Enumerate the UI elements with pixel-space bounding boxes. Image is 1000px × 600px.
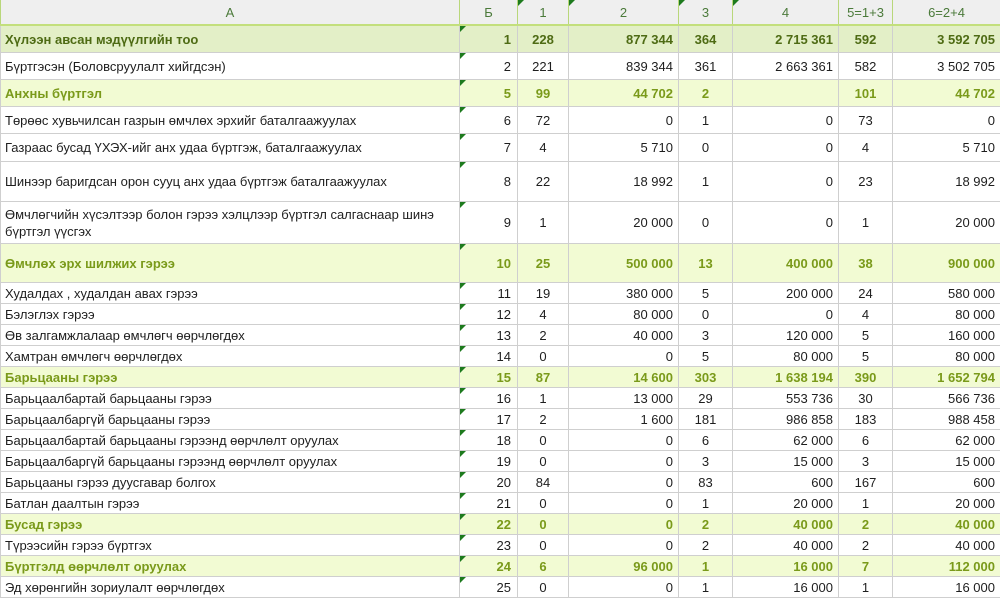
table-row <box>1 283 1000 304</box>
cell-col-2[interactable]: 20 000 <box>569 202 679 244</box>
cell-col-5[interactable]: 24 <box>839 283 893 304</box>
cell-col-1[interactable]: 1 <box>518 388 569 409</box>
cell-col-1[interactable]: 4 <box>518 134 569 162</box>
cell-col-4[interactable]: 986 858 <box>733 409 839 430</box>
cell-col-6[interactable]: 988 458 <box>893 409 1000 430</box>
cell-col-6[interactable]: 40 000 <box>893 514 1000 535</box>
cell-col-5[interactable]: 4 <box>839 134 893 162</box>
cell-col-1[interactable]: 19 <box>518 283 569 304</box>
cell-col-4[interactable]: 16 000 <box>733 577 839 598</box>
column-header-1[interactable]: 1 <box>518 0 569 25</box>
cell-col-1[interactable]: 84 <box>518 472 569 493</box>
cell-col-5[interactable]: 183 <box>839 409 893 430</box>
row-code[interactable]: 20 <box>460 472 518 493</box>
cell-col-5[interactable]: 1 <box>839 577 893 598</box>
table-row <box>1 53 1000 80</box>
cell-col-3[interactable]: 364 <box>679 25 733 53</box>
cell-col-5[interactable]: 1 <box>839 202 893 244</box>
row-code[interactable]: 21 <box>460 493 518 514</box>
cell-col-1[interactable]: 99 <box>518 80 569 107</box>
cell-col-6[interactable]: 40 000 <box>893 535 1000 556</box>
cell-col-4[interactable]: 600 <box>733 472 839 493</box>
table-row-group <box>1 80 1000 107</box>
row-label[interactable]: Барьцааны гэрээ <box>1 367 460 388</box>
row-label[interactable]: Батлан даалтын гэрээ <box>1 493 460 514</box>
cell-col-4[interactable]: 1 638 194 <box>733 367 839 388</box>
row-code[interactable]: 5 <box>460 80 518 107</box>
cell-col-4[interactable]: 0 <box>733 304 839 325</box>
row-code[interactable]: 7 <box>460 134 518 162</box>
cell-col-5[interactable]: 6 <box>839 430 893 451</box>
row-code[interactable]: 15 <box>460 367 518 388</box>
row-label[interactable]: Бүртгэсэн (Боловсруулалт хийгдсэн) <box>1 53 460 80</box>
cell-col-6[interactable]: 20 000 <box>893 493 1000 514</box>
cell-col-1[interactable]: 6 <box>518 556 569 577</box>
cell-col-4[interactable]: 400 000 <box>733 244 839 283</box>
cell-col-2[interactable]: 18 992 <box>569 162 679 202</box>
cell-col-2[interactable]: 0 <box>569 493 679 514</box>
table-row <box>1 107 1000 134</box>
cell-col-1[interactable]: 221 <box>518 53 569 80</box>
cell-col-3[interactable]: 5 <box>679 346 733 367</box>
cell-col-3[interactable]: 3 <box>679 451 733 472</box>
row-label[interactable]: Барьцаалбаргүй барьцааны гэрээнд өөрчлөлт оруулах <box>1 451 460 472</box>
cell-col-6[interactable]: 80 000 <box>893 346 1000 367</box>
cell-col-6[interactable]: 18 992 <box>893 162 1000 202</box>
cell-col-6[interactable]: 580 000 <box>893 283 1000 304</box>
cell-col-6[interactable]: 566 736 <box>893 388 1000 409</box>
cell-col-3[interactable]: 1 <box>679 107 733 134</box>
cell-col-4[interactable]: 2 663 361 <box>733 53 839 80</box>
row-code[interactable]: 24 <box>460 556 518 577</box>
table-row <box>1 535 1000 556</box>
cell-col-6[interactable]: 900 000 <box>893 244 1000 283</box>
row-label[interactable]: Бэлэглэх гэрээ <box>1 304 460 325</box>
cell-col-2[interactable]: 40 000 <box>569 325 679 346</box>
row-code[interactable]: 19 <box>460 451 518 472</box>
row-label[interactable]: Өв залгамжлалаар өмчлөгч өөрчлөгдөх <box>1 325 460 346</box>
cell-col-4[interactable]: 0 <box>733 107 839 134</box>
cell-col-1[interactable]: 2 <box>518 325 569 346</box>
cell-col-5[interactable]: 1 <box>839 493 893 514</box>
cell-col-3[interactable]: 2 <box>679 535 733 556</box>
cell-col-5[interactable]: 73 <box>839 107 893 134</box>
cell-col-3[interactable]: 83 <box>679 472 733 493</box>
cell-col-2[interactable]: 380 000 <box>569 283 679 304</box>
row-label[interactable]: Хамтран өмчлөгч өөрчлөгдөх <box>1 346 460 367</box>
cell-col-4[interactable]: 16 000 <box>733 556 839 577</box>
row-label[interactable]: Төрөөс хувьчилсан газрын өмчлөх эрхийг баталгаажуулах <box>1 107 460 134</box>
table-row <box>1 472 1000 493</box>
cell-col-2[interactable]: 877 344 <box>569 25 679 53</box>
cell-col-2[interactable]: 80 000 <box>569 304 679 325</box>
cell-col-3[interactable]: 0 <box>679 134 733 162</box>
cell-col-6[interactable]: 600 <box>893 472 1000 493</box>
cell-col-4[interactable]: 2 715 361 <box>733 25 839 53</box>
cell-col-3[interactable]: 1 <box>679 577 733 598</box>
cell-col-2[interactable]: 13 000 <box>569 388 679 409</box>
table-row-group <box>1 514 1000 535</box>
cell-col-2[interactable]: 0 <box>569 472 679 493</box>
cell-col-1[interactable]: 22 <box>518 162 569 202</box>
cell-col-1[interactable]: 72 <box>518 107 569 134</box>
cell-col-2[interactable]: 96 000 <box>569 556 679 577</box>
table-row <box>1 134 1000 162</box>
column-header-3[interactable]: 3 <box>679 0 733 25</box>
cell-col-5[interactable]: 38 <box>839 244 893 283</box>
cell-col-5[interactable]: 592 <box>839 25 893 53</box>
table-row <box>1 430 1000 451</box>
cell-col-3[interactable]: 13 <box>679 244 733 283</box>
cell-col-3[interactable]: 1 <box>679 493 733 514</box>
cell-col-5[interactable]: 7 <box>839 556 893 577</box>
row-code[interactable]: 14 <box>460 346 518 367</box>
cell-col-2[interactable]: 839 344 <box>569 53 679 80</box>
row-code[interactable]: 11 <box>460 283 518 304</box>
cell-col-5[interactable]: 2 <box>839 535 893 556</box>
row-label[interactable]: Өмчлөх эрх шилжих гэрээ <box>1 244 460 283</box>
cell-col-3[interactable]: 1 <box>679 162 733 202</box>
row-label[interactable]: Газраас бусад ҮХЭХ-ийг анх удаа бүртгэж, баталгаажуулах <box>1 134 460 162</box>
row-label[interactable]: Анхны бүртгэл <box>1 80 460 107</box>
row-label[interactable]: Барьцаалбартай барьцааны гэрээ <box>1 388 460 409</box>
cell-col-4[interactable]: 15 000 <box>733 451 839 472</box>
row-code[interactable]: 6 <box>460 107 518 134</box>
row-code[interactable]: 16 <box>460 388 518 409</box>
table-row-group <box>1 244 1000 283</box>
cell-col-5[interactable]: 30 <box>839 388 893 409</box>
cell-col-1[interactable]: 25 <box>518 244 569 283</box>
row-label[interactable]: Бүртгэлд өөрчлөлт оруулах <box>1 556 460 577</box>
row-label[interactable]: Барьцааны гэрээ дуусгавар болгох <box>1 472 460 493</box>
cell-col-4[interactable]: 62 000 <box>733 430 839 451</box>
row-label[interactable]: Шинээр баригдсан орон сууц анх удаа бүртгэж баталгаажуулах <box>1 162 460 202</box>
column-header-6[interactable]: 6=2+4 <box>893 0 1000 25</box>
cell-col-2[interactable]: 0 <box>569 430 679 451</box>
row-code[interactable]: 18 <box>460 430 518 451</box>
cell-col-3[interactable]: 361 <box>679 53 733 80</box>
row-label[interactable]: Бусад гэрээ <box>1 514 460 535</box>
table-row <box>1 304 1000 325</box>
row-label[interactable]: Эд хөрөнгийн зориулалт өөрчлөгдөх <box>1 577 460 598</box>
row-code[interactable]: 23 <box>460 535 518 556</box>
cell-col-2[interactable]: 5 710 <box>569 134 679 162</box>
cell-col-3[interactable]: 29 <box>679 388 733 409</box>
cell-col-1[interactable]: 1 <box>518 202 569 244</box>
cell-col-4[interactable]: 553 736 <box>733 388 839 409</box>
row-code[interactable]: 12 <box>460 304 518 325</box>
cell-col-2[interactable]: 0 <box>569 451 679 472</box>
row-label[interactable]: Түрээсийн гэрээ бүртгэх <box>1 535 460 556</box>
row-label[interactable]: Барьцаалбаргүй барьцааны гэрээ <box>1 409 460 430</box>
cell-col-3[interactable]: 2 <box>679 80 733 107</box>
cell-col-1[interactable]: 0 <box>518 577 569 598</box>
cell-col-3[interactable]: 6 <box>679 430 733 451</box>
cell-col-1[interactable]: 4 <box>518 304 569 325</box>
cell-col-5[interactable]: 5 <box>839 346 893 367</box>
cell-col-1[interactable]: 0 <box>518 430 569 451</box>
column-header-4[interactable]: 4 <box>733 0 839 25</box>
cell-col-5[interactable]: 101 <box>839 80 893 107</box>
cell-col-6[interactable]: 1 652 794 <box>893 367 1000 388</box>
cell-col-4[interactable]: 0 <box>733 162 839 202</box>
column-header-a[interactable]: A <box>1 0 460 25</box>
cell-col-2[interactable]: 44 702 <box>569 80 679 107</box>
cell-col-6[interactable]: 20 000 <box>893 202 1000 244</box>
cell-col-5[interactable]: 4 <box>839 304 893 325</box>
cell-col-2[interactable]: 0 <box>569 346 679 367</box>
cell-col-5[interactable]: 2 <box>839 514 893 535</box>
cell-col-4[interactable]: 0 <box>733 134 839 162</box>
cell-col-3[interactable]: 181 <box>679 409 733 430</box>
table-row <box>1 409 1000 430</box>
cell-col-6[interactable]: 16 000 <box>893 577 1000 598</box>
cell-col-3[interactable]: 3 <box>679 325 733 346</box>
cell-col-4[interactable]: 20 000 <box>733 493 839 514</box>
cell-col-3[interactable]: 303 <box>679 367 733 388</box>
column-header-5[interactable]: 5=1+3 <box>839 0 893 25</box>
header-row <box>1 0 1000 25</box>
row-label[interactable]: Өмчлөгчийн хүсэлтээр болон гэрээ хэлцлээр бүртгэл салгаснаар шинэ бүртгэл үүсгэх <box>1 202 460 244</box>
cell-col-2[interactable]: 1 600 <box>569 409 679 430</box>
cell-col-1[interactable]: 228 <box>518 25 569 53</box>
cell-col-6[interactable]: 3 592 705 <box>893 25 1000 53</box>
cell-col-1[interactable]: 0 <box>518 514 569 535</box>
cell-col-3[interactable]: 5 <box>679 283 733 304</box>
cell-col-2[interactable]: 0 <box>569 535 679 556</box>
cell-col-3[interactable]: 0 <box>679 202 733 244</box>
cell-col-5[interactable]: 23 <box>839 162 893 202</box>
table-row <box>1 346 1000 367</box>
cell-col-1[interactable]: 0 <box>518 451 569 472</box>
cell-col-2[interactable]: 0 <box>569 514 679 535</box>
cell-col-2[interactable]: 0 <box>569 107 679 134</box>
table-row <box>1 325 1000 346</box>
table-row <box>1 388 1000 409</box>
cell-col-6[interactable]: 62 000 <box>893 430 1000 451</box>
cell-col-5[interactable]: 167 <box>839 472 893 493</box>
cell-col-4[interactable]: 200 000 <box>733 283 839 304</box>
row-label[interactable]: Хүлээн авсан мэдүүлгийн тоо <box>1 25 460 53</box>
cell-col-3[interactable]: 2 <box>679 514 733 535</box>
cell-col-4[interactable]: 40 000 <box>733 535 839 556</box>
cell-col-6[interactable]: 0 <box>893 107 1000 134</box>
cell-col-6[interactable]: 112 000 <box>893 556 1000 577</box>
cell-col-1[interactable]: 87 <box>518 367 569 388</box>
row-code[interactable]: 13 <box>460 325 518 346</box>
column-header-2[interactable]: 2 <box>569 0 679 25</box>
table-row-total <box>1 25 1000 53</box>
cell-col-4[interactable]: 120 000 <box>733 325 839 346</box>
cell-col-4[interactable]: 40 000 <box>733 514 839 535</box>
cell-col-3[interactable]: 1 <box>679 556 733 577</box>
cell-col-5[interactable]: 5 <box>839 325 893 346</box>
table-row <box>1 493 1000 514</box>
cell-col-1[interactable]: 0 <box>518 535 569 556</box>
cell-col-4[interactable]: 0 <box>733 202 839 244</box>
row-code[interactable]: 1 <box>460 25 518 53</box>
column-header-b[interactable]: Б <box>460 0 518 25</box>
table-row <box>1 162 1000 202</box>
cell-col-6[interactable]: 44 702 <box>893 80 1000 107</box>
row-code[interactable]: 10 <box>460 244 518 283</box>
cell-col-6[interactable]: 5 710 <box>893 134 1000 162</box>
row-code[interactable]: 25 <box>460 577 518 598</box>
cell-col-5[interactable]: 390 <box>839 367 893 388</box>
cell-col-4[interactable]: 80 000 <box>733 346 839 367</box>
cell-col-6[interactable]: 3 502 705 <box>893 53 1000 80</box>
row-code[interactable]: 22 <box>460 514 518 535</box>
row-code[interactable]: 17 <box>460 409 518 430</box>
table-row-group <box>1 556 1000 577</box>
table-row <box>1 577 1000 598</box>
cell-col-6[interactable]: 160 000 <box>893 325 1000 346</box>
cell-col-4[interactable] <box>733 80 839 107</box>
cell-col-1[interactable]: 0 <box>518 346 569 367</box>
cell-col-5[interactable]: 3 <box>839 451 893 472</box>
table-row <box>1 451 1000 472</box>
cell-col-3[interactable]: 0 <box>679 304 733 325</box>
row-code[interactable]: 2 <box>460 53 518 80</box>
cell-col-2[interactable]: 14 600 <box>569 367 679 388</box>
cell-col-2[interactable]: 500 000 <box>569 244 679 283</box>
row-code[interactable]: 9 <box>460 202 518 244</box>
row-code[interactable]: 8 <box>460 162 518 202</box>
row-label[interactable]: Худалдах , худалдан авах гэрээ <box>1 283 460 304</box>
cell-col-2[interactable]: 0 <box>569 577 679 598</box>
cell-col-1[interactable]: 0 <box>518 493 569 514</box>
cell-col-6[interactable]: 80 000 <box>893 304 1000 325</box>
cell-col-6[interactable]: 15 000 <box>893 451 1000 472</box>
row-label[interactable]: Барьцаалбартай барьцааны гэрээнд өөрчлөлт оруулах <box>1 430 460 451</box>
cell-col-5[interactable]: 582 <box>839 53 893 80</box>
table-row <box>1 202 1000 244</box>
table-row-group <box>1 367 1000 388</box>
cell-col-1[interactable]: 2 <box>518 409 569 430</box>
